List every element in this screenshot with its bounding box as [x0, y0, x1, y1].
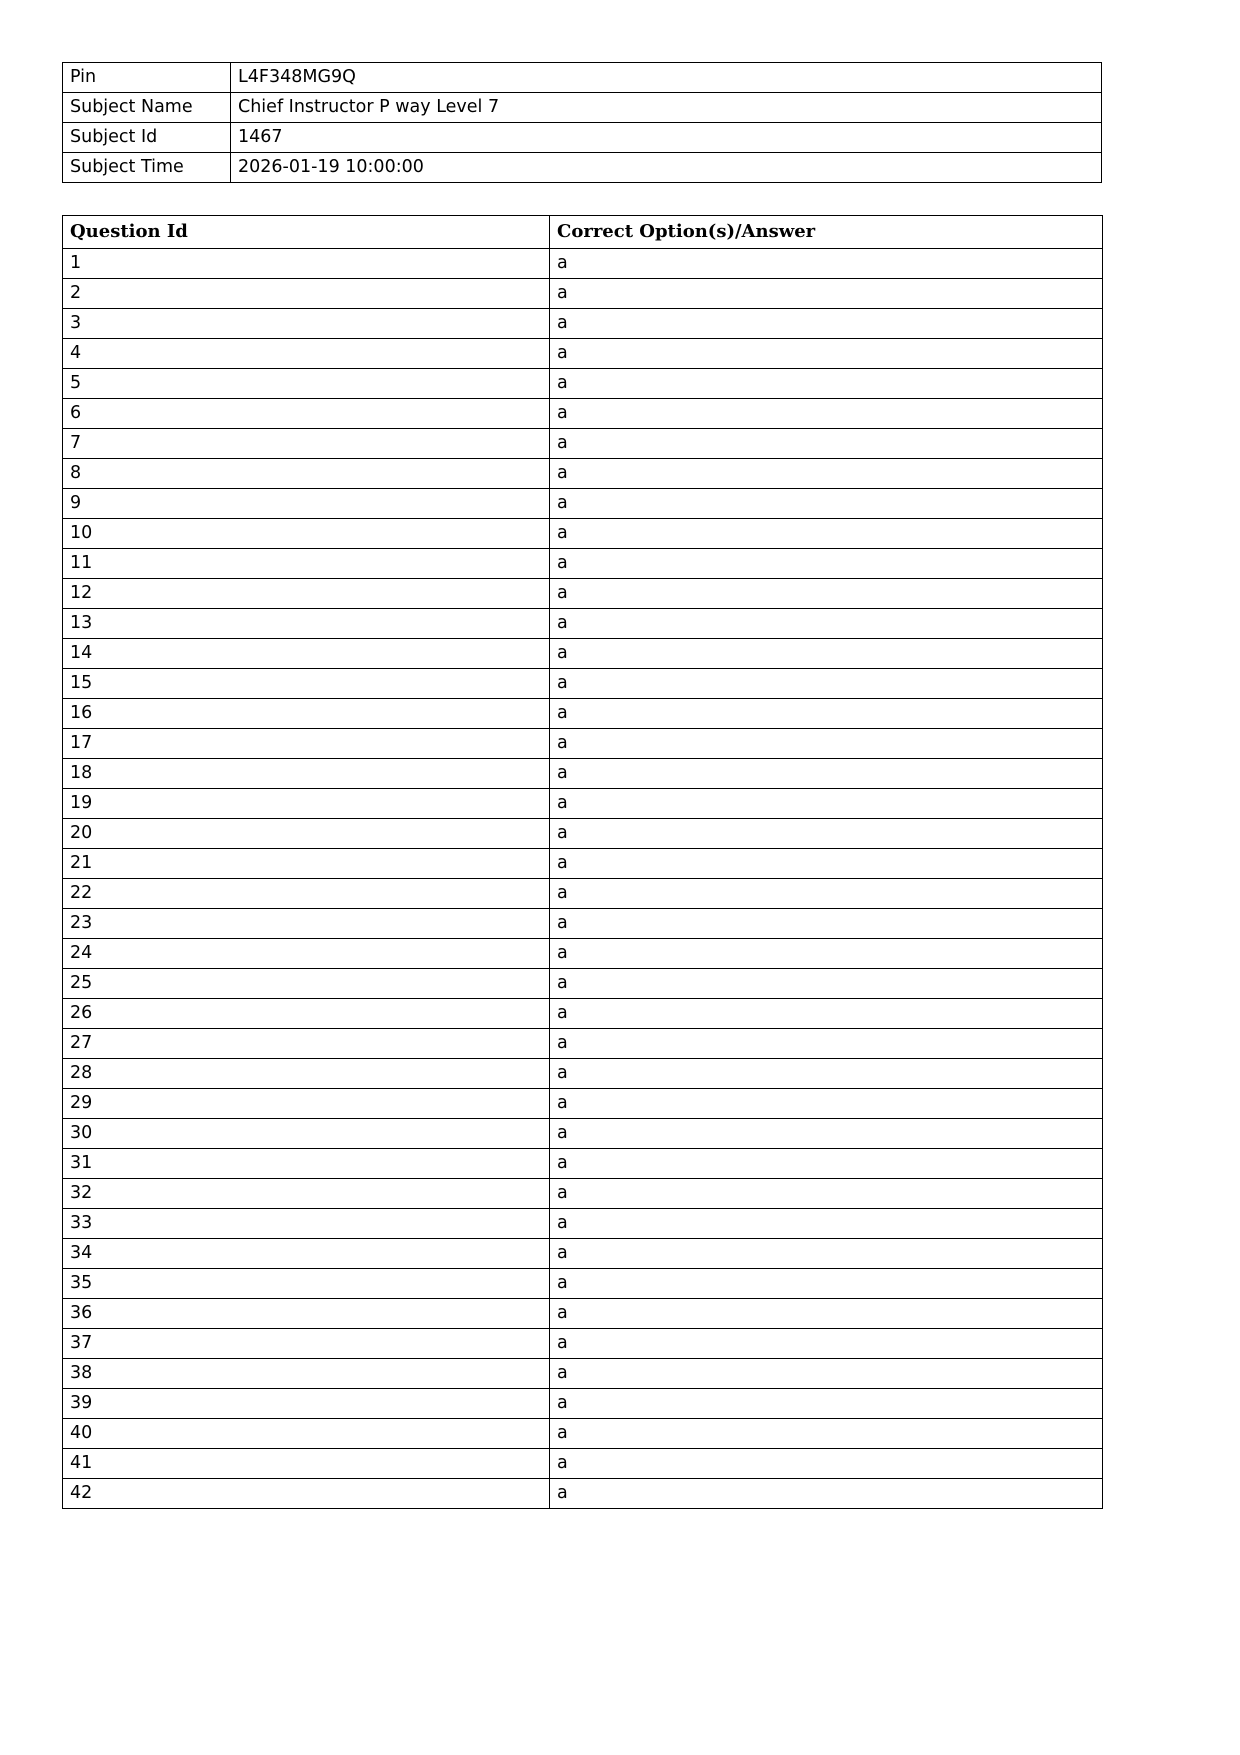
table-row — [63, 549, 1103, 579]
cell-question-id: 38 — [63, 1359, 550, 1389]
answer-key-body — [63, 249, 1103, 1509]
cell-question-id: 41 — [63, 1449, 550, 1479]
table-row — [63, 249, 1103, 279]
cell-question-id: 35 — [63, 1269, 550, 1299]
table-row — [63, 1329, 1103, 1359]
cell-question-id: 34 — [63, 1239, 550, 1269]
cell-question-id: 28 — [63, 1059, 550, 1089]
cell-correct-answer: a — [550, 249, 1103, 279]
table-row — [63, 519, 1103, 549]
cell-correct-answer: a — [550, 399, 1103, 429]
table-row — [63, 459, 1103, 489]
info-value-pin: L4F348MG9Q — [231, 63, 1102, 93]
cell-question-id: 17 — [63, 729, 550, 759]
info-value-subject-time: 2026-01-19 10:00:00 — [231, 153, 1102, 183]
info-value-subject-name: Chief Instructor P way Level 7 — [231, 93, 1102, 123]
cell-correct-answer: a — [550, 879, 1103, 909]
cell-correct-answer: a — [550, 1269, 1103, 1299]
info-label-subject-name: Subject Name — [63, 93, 231, 123]
cell-correct-answer: a — [550, 729, 1103, 759]
document-page — [62, 62, 1102, 1509]
info-label-pin: Pin — [63, 63, 231, 93]
cell-correct-answer: a — [550, 1119, 1103, 1149]
cell-correct-answer: a — [550, 1479, 1103, 1509]
table-row — [63, 579, 1103, 609]
cell-question-id: 15 — [63, 669, 550, 699]
answer-key-header-row — [63, 216, 1103, 249]
cell-question-id: 42 — [63, 1479, 550, 1509]
cell-correct-answer: a — [550, 1389, 1103, 1419]
info-row-subject-id — [63, 123, 1102, 153]
cell-correct-answer: a — [550, 339, 1103, 369]
table-row — [63, 1269, 1103, 1299]
cell-question-id: 24 — [63, 939, 550, 969]
cell-question-id: 40 — [63, 1419, 550, 1449]
cell-question-id: 33 — [63, 1209, 550, 1239]
table-row — [63, 399, 1103, 429]
table-row — [63, 1239, 1103, 1269]
info-label-subject-time: Subject Time — [63, 153, 231, 183]
table-row — [63, 1479, 1103, 1509]
cell-question-id: 6 — [63, 399, 550, 429]
table-row — [63, 789, 1103, 819]
cell-correct-answer: a — [550, 939, 1103, 969]
table-row — [63, 609, 1103, 639]
cell-correct-answer: a — [550, 519, 1103, 549]
answer-key-table — [62, 215, 1103, 1509]
cell-question-id: 37 — [63, 1329, 550, 1359]
cell-correct-answer: a — [550, 1179, 1103, 1209]
cell-correct-answer: a — [550, 1239, 1103, 1269]
cell-correct-answer: a — [550, 669, 1103, 699]
table-row — [63, 909, 1103, 939]
cell-correct-answer: a — [550, 1149, 1103, 1179]
cell-question-id: 31 — [63, 1149, 550, 1179]
column-header-question-id: Question Id — [63, 216, 550, 249]
cell-question-id: 23 — [63, 909, 550, 939]
cell-question-id: 5 — [63, 369, 550, 399]
info-value-subject-id: 1467 — [231, 123, 1102, 153]
cell-correct-answer: a — [550, 759, 1103, 789]
cell-correct-answer: a — [550, 489, 1103, 519]
cell-question-id: 13 — [63, 609, 550, 639]
table-row — [63, 1419, 1103, 1449]
table-row — [63, 1179, 1103, 1209]
cell-question-id: 8 — [63, 459, 550, 489]
info-row-subject-time — [63, 153, 1102, 183]
table-row — [63, 1209, 1103, 1239]
cell-correct-answer: a — [550, 429, 1103, 459]
cell-correct-answer: a — [550, 699, 1103, 729]
cell-correct-answer: a — [550, 1089, 1103, 1119]
table-row — [63, 279, 1103, 309]
cell-correct-answer: a — [550, 309, 1103, 339]
cell-question-id: 2 — [63, 279, 550, 309]
cell-correct-answer: a — [550, 279, 1103, 309]
cell-question-id: 20 — [63, 819, 550, 849]
cell-correct-answer: a — [550, 1329, 1103, 1359]
table-row — [63, 489, 1103, 519]
table-row — [63, 729, 1103, 759]
cell-correct-answer: a — [550, 1059, 1103, 1089]
table-row — [63, 1149, 1103, 1179]
cell-correct-answer: a — [550, 1359, 1103, 1389]
table-spacer — [62, 183, 1102, 215]
info-row-subject-name — [63, 93, 1102, 123]
cell-correct-answer: a — [550, 1299, 1103, 1329]
cell-correct-answer: a — [550, 1029, 1103, 1059]
table-row — [63, 819, 1103, 849]
table-row — [63, 759, 1103, 789]
table-row — [63, 1029, 1103, 1059]
info-label-subject-id: Subject Id — [63, 123, 231, 153]
cell-question-id: 25 — [63, 969, 550, 999]
cell-correct-answer: a — [550, 789, 1103, 819]
cell-question-id: 4 — [63, 339, 550, 369]
cell-correct-answer: a — [550, 459, 1103, 489]
exam-info-table — [62, 62, 1102, 183]
cell-correct-answer: a — [550, 819, 1103, 849]
table-row — [63, 1089, 1103, 1119]
table-row — [63, 669, 1103, 699]
cell-question-id: 11 — [63, 549, 550, 579]
cell-question-id: 26 — [63, 999, 550, 1029]
table-row — [63, 309, 1103, 339]
table-row — [63, 1449, 1103, 1479]
cell-question-id: 21 — [63, 849, 550, 879]
table-row — [63, 639, 1103, 669]
cell-question-id: 22 — [63, 879, 550, 909]
cell-correct-answer: a — [550, 549, 1103, 579]
cell-correct-answer: a — [550, 909, 1103, 939]
table-row — [63, 369, 1103, 399]
table-row — [63, 849, 1103, 879]
table-row — [63, 939, 1103, 969]
exam-info-body — [63, 63, 1102, 183]
cell-question-id: 27 — [63, 1029, 550, 1059]
column-header-correct-answer: Correct Option(s)/Answer — [550, 216, 1103, 249]
table-row — [63, 879, 1103, 909]
cell-correct-answer: a — [550, 1209, 1103, 1239]
cell-question-id: 32 — [63, 1179, 550, 1209]
cell-correct-answer: a — [550, 369, 1103, 399]
cell-question-id: 12 — [63, 579, 550, 609]
cell-correct-answer: a — [550, 999, 1103, 1029]
table-row — [63, 1359, 1103, 1389]
cell-question-id: 39 — [63, 1389, 550, 1419]
cell-correct-answer: a — [550, 639, 1103, 669]
table-row — [63, 999, 1103, 1029]
table-row — [63, 699, 1103, 729]
cell-question-id: 3 — [63, 309, 550, 339]
table-row — [63, 429, 1103, 459]
cell-question-id: 18 — [63, 759, 550, 789]
cell-question-id: 30 — [63, 1119, 550, 1149]
cell-correct-answer: a — [550, 579, 1103, 609]
cell-correct-answer: a — [550, 969, 1103, 999]
cell-question-id: 7 — [63, 429, 550, 459]
cell-question-id: 10 — [63, 519, 550, 549]
cell-question-id: 16 — [63, 699, 550, 729]
answer-key-head — [63, 216, 1103, 249]
table-row — [63, 1299, 1103, 1329]
table-row — [63, 1119, 1103, 1149]
info-row-pin — [63, 63, 1102, 93]
table-row — [63, 1389, 1103, 1419]
cell-question-id: 14 — [63, 639, 550, 669]
cell-correct-answer: a — [550, 609, 1103, 639]
cell-question-id: 1 — [63, 249, 550, 279]
cell-question-id: 29 — [63, 1089, 550, 1119]
cell-question-id: 19 — [63, 789, 550, 819]
cell-correct-answer: a — [550, 1419, 1103, 1449]
cell-correct-answer: a — [550, 849, 1103, 879]
cell-correct-answer: a — [550, 1449, 1103, 1479]
table-row — [63, 339, 1103, 369]
cell-question-id: 36 — [63, 1299, 550, 1329]
table-row — [63, 1059, 1103, 1089]
cell-question-id: 9 — [63, 489, 550, 519]
table-row — [63, 969, 1103, 999]
